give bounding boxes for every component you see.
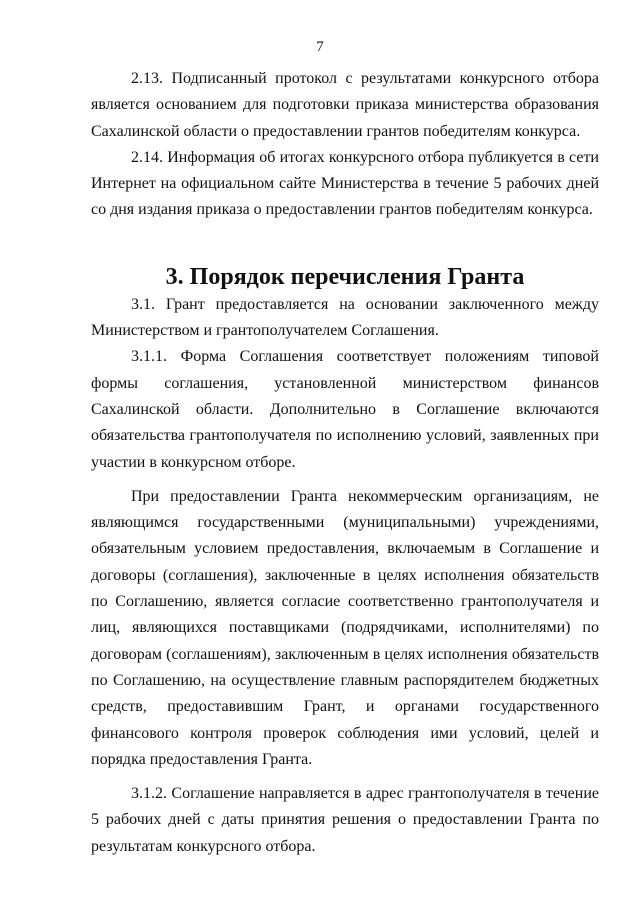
section-3-heading: 3. Порядок перечисления Гранта [165,263,525,290]
paragraph-3-1-1: 3.1.1. Форма Соглашения соответствует положениям типовой формы соглашения, установленной министерством финансов Сахалинской области. Дополнительно в Соглашение включаются обязательства грантополучателя по исполнению условий, заявленных при участии в конкурсном отборе. [91,348,599,471]
paragraph-2-14: 2.14. Информация об итогах конкурсного отбора публикуется в сети Интернет на официальном сайте Министерства в течение 5 рабочих дней со дня издания приказа о предоставлении грантов победителям конкурса. [91,148,599,219]
paragraph-nonprofit-condition: При предоставлении Гранта некоммерческим организациям, не являющимся государственными (муниципальными) учреждениями, обязательным условием предоставления, включаемым в Соглашение и договоры (соглашения), заключенные в целях исполнения обязательств по Соглашению, является согласие соответственно грантополучателя и лиц, являющихся поставщиками (подрядчиками, исполнителями) по договорам (соглашениям), заключенным в целях исполнения обязательств по Соглашению, на осуществление главным распорядителем бюджетных средств, предоставившим Грант, и органами государственного финансового контроля проверок соблюдения ими условий, целей и порядка предоставления Гранта. [91,487,599,768]
page-number: 7 [316,39,324,55]
paragraph-3-1: 3.1. Грант предоставляется на основании заключенного между Министерством и грантополучателем Соглашения. [91,295,599,340]
document-body [91,66,599,860]
paragraph-3-1-2: 3.1.2. Соглашение направляется в адрес грантополучателя в течение 5 рабочих дней с даты принятия решения о предоставлении Гранта по результатам конкурсного отбора. [91,785,599,855]
paragraph-2-13: 2.13. Подписанный протокол с результатами конкурсного отбора является основанием для подготовки приказа министерства образования Сахалинской области о предоставлении грантов победителям конкурса. [91,70,599,140]
